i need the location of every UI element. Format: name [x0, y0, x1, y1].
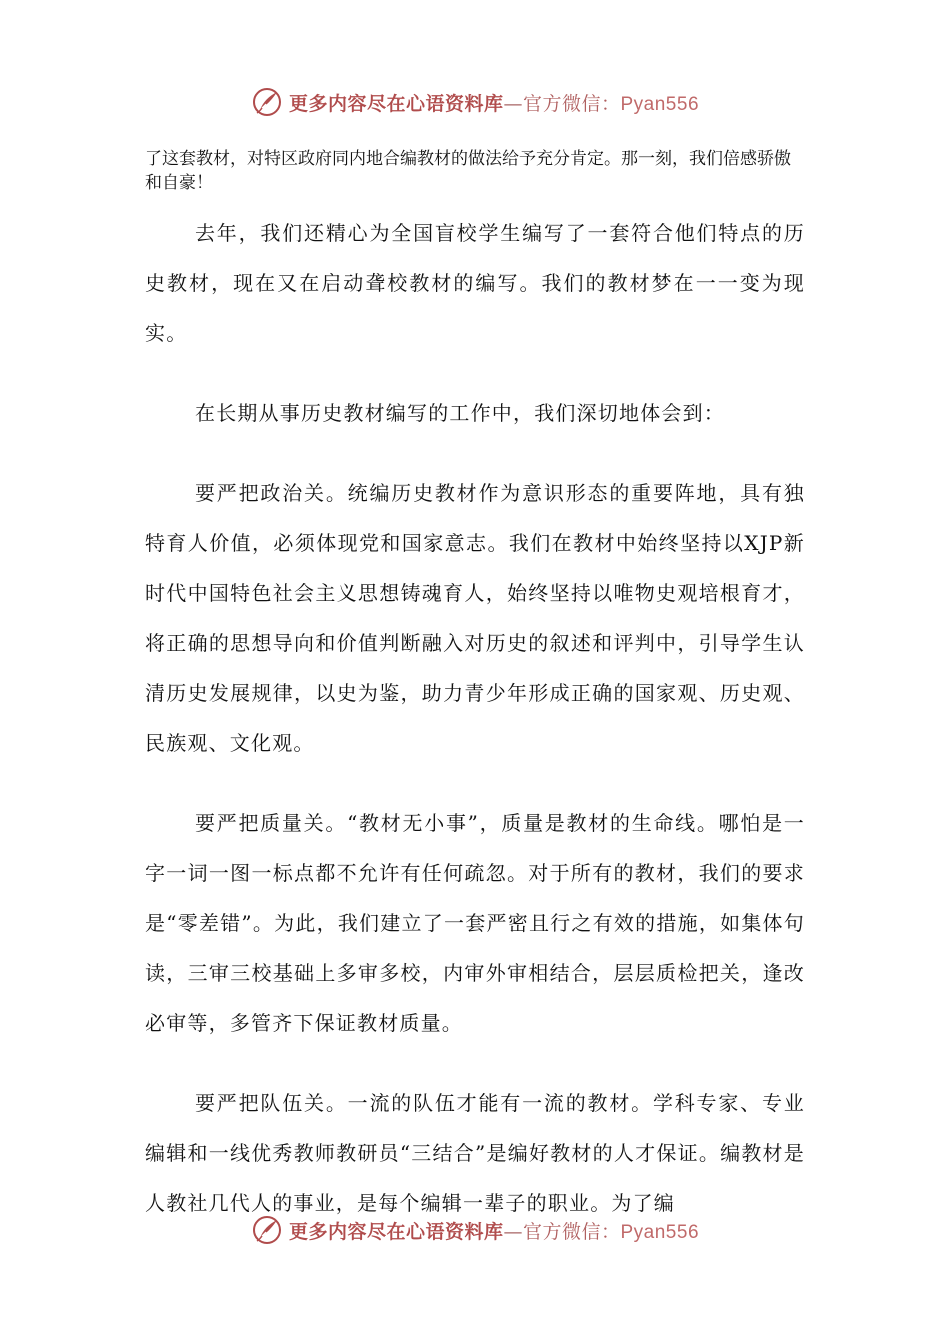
header-banner: [0, 82, 950, 122]
banner-wechat-id: Pyan556: [620, 1221, 700, 1243]
quill-logo-icon: [251, 86, 283, 118]
banner-dash: —: [503, 1220, 523, 1243]
lead-paragraph: 了这套教材，对特区政府同内地合编教材的做法给予充分肯定。那一刻，我们倍感骄傲和自豪！: [145, 149, 791, 193]
paragraph-blind-school-textbooks: 去年，我们还精心为全国盲校学生编写了一套符合他们特点的历史教材，现在又在启动聋校教材的编写。我们的教材梦在一一变为现实。: [145, 221, 805, 345]
article-body: [145, 208, 805, 1258]
banner-wechat-label: 官方微信：: [522, 92, 621, 115]
banner-wechat-id: Pyan556: [620, 93, 700, 115]
footer-banner: [0, 1210, 950, 1250]
banner-brand: 更多内容尽在心语资料库: [288, 1220, 504, 1243]
paragraph-political-check: 要严把政治关。统编历史教材作为意识形态的重要阵地，具有独特育人价值，必须体现党和国家意志。我们在教材中始终坚持以XJP新时代中国特色社会主义思想铸魂育人，始终坚持以唯物史观培根育才，将正确的思想导向和价值判断融入对历史的叙述和评判中，引导学生认清历史发展规律，以史为鉴，助力青少年形成正确的国家观、历史观、民族观、文化观。: [145, 481, 805, 755]
banner-dash: —: [503, 92, 523, 115]
banner-wechat-label: 官方微信：: [522, 1220, 621, 1243]
banner-text: [289, 1217, 699, 1244]
paragraph-quality-check: 要严把质量关。“教材无小事”，质量是教材的生命线。哪怕是一字一词一图一标点都不允许有任何疏忽。对于所有的教材，我们的要求是“零差错”。为此，我们建立了一套严密且行之有效的措施，如集体句读，三审三校基础上多审多校，内审外审相结合，层层质检把关，逢改必审等，多管齐下保证教材质量。: [145, 811, 805, 1035]
quill-logo-icon: [251, 1214, 283, 1246]
banner-brand: 更多内容尽在心语资料库: [288, 92, 504, 115]
paragraph-team-check: 要严把队伍关。一流的队伍才能有一流的教材。学科专家、专业编辑和一线优秀教师教研员“三结合”是编好教材的人才保证。编教材是人教社几代人的事业，是每个编辑一辈子的职业。为了编: [145, 1091, 805, 1215]
banner-text: [289, 89, 699, 116]
paragraph-experience-intro: 在长期从事历史教材编写的工作中，我们深切地体会到：: [195, 401, 725, 425]
